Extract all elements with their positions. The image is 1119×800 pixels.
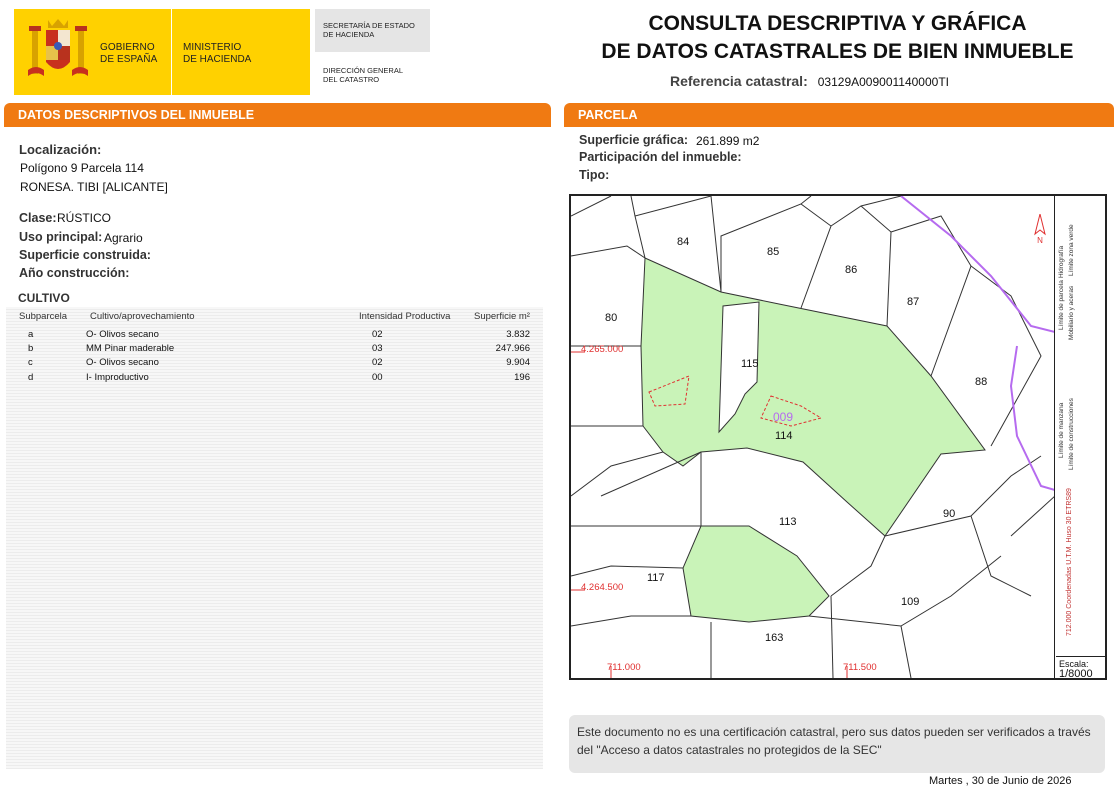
boundary-line	[971, 266, 1041, 446]
localizacion-line2: RONESA. TIBI [ALICANTE]	[20, 180, 168, 194]
secretaria-text: SECRETARÍA DE ESTADO DE HACIENDA	[323, 21, 415, 39]
map-drawing	[571, 196, 1055, 678]
boundary-line	[601, 452, 701, 496]
header-cultivo: Cultivo/aprovechamiento	[90, 311, 195, 322]
parcel-label: 117	[647, 572, 665, 584]
tipo-label: Tipo:	[579, 168, 610, 182]
hydrography-line	[1011, 346, 1055, 490]
localizacion-line1: Polígono 9 Parcela 114	[20, 161, 144, 175]
disclaimer-notice: Este documento no es una certificación catastral, pero sus datos pueden ser verificados a través del "Acceso a datos catastrales no protegidos de la SEC"	[569, 715, 1105, 773]
parcel-label: 85	[767, 246, 780, 258]
cell-cultivo: MM Pinar maderable	[86, 343, 175, 354]
header-subparcela: Subparcela	[19, 311, 68, 322]
ref-label: Referencia catastral:	[670, 73, 808, 89]
ministerio-text: MINISTERIO DE HACIENDA	[183, 42, 252, 65]
cell-subparcela: d	[28, 372, 34, 383]
section-title-descriptivos: DATOS DESCRIPTIVOS DEL INMUEBLE	[4, 103, 551, 127]
scale-value: 1/8000	[1059, 668, 1093, 680]
boundary-line	[831, 536, 885, 596]
cell-subparcela: a	[28, 329, 34, 340]
legend-coordenadas: 712.000 Coordenadas U.T.M. Huso 30 ETRS89	[1066, 488, 1073, 636]
parcel-label: 109	[901, 596, 920, 608]
cell-intensidad: 02	[372, 357, 383, 368]
participacion-label: Participación del inmueble:	[579, 150, 742, 164]
map-scale	[1056, 656, 1106, 680]
boundary-line	[831, 596, 833, 678]
coat-of-arms-icon	[26, 16, 90, 86]
coord-label: 711.500	[843, 662, 877, 673]
north-arrow-icon	[1033, 214, 1047, 244]
cell-superficie: 9.904	[506, 357, 530, 368]
cell-subparcela: c	[28, 357, 33, 368]
parcel-label: 113	[779, 516, 797, 528]
legend-limite-construcciones: Límite de construcciones	[1068, 398, 1075, 470]
parcel-label: 80	[605, 312, 618, 324]
page-title: CONSULTA DESCRIPTIVA Y GRÁFICA DE DATOS CATASTRALES DE BIEN INMUEBLE	[601, 12, 1074, 63]
anio-construccion-label: Año construcción:	[19, 266, 130, 280]
svg-text:N: N	[1037, 236, 1043, 244]
document-date: Martes , 30 de Junio de 2026	[929, 775, 1072, 787]
cell-cultivo: I- Improductivo	[86, 372, 149, 383]
boundary-line	[711, 196, 721, 292]
boundary-line	[901, 626, 911, 678]
logo-divider	[171, 9, 172, 95]
boundary-line	[831, 196, 901, 226]
cell-intensidad: 00	[372, 372, 383, 383]
scale-label: Escala:	[1059, 659, 1089, 669]
superficie-construida-label: Superficie construida:	[19, 248, 151, 262]
hydrography-line	[901, 196, 1055, 332]
gobierno-text: GOBIERNO DE ESPAÑA	[100, 42, 158, 65]
legend-limite-manzana: Límite de manzana	[1058, 402, 1065, 458]
cell-cultivo: O- Olivos secano	[86, 357, 159, 368]
coord-label: 4.264.500	[581, 582, 624, 593]
uso-principal-value: Agrario	[104, 231, 143, 245]
section-title-parcela: PARCELA	[564, 103, 1114, 127]
parcel-label: 163	[765, 632, 784, 644]
clase-label: Clase:	[19, 211, 57, 225]
direccion-general-text: DIRECCIÓN GENERAL DEL CATASTRO	[323, 66, 404, 84]
clase-value: RÚSTICO	[57, 211, 111, 225]
parcel-label: 87	[907, 296, 920, 308]
cell-cultivo: O- Olivos secano	[86, 329, 159, 340]
parcel-114-area	[641, 258, 988, 536]
boundary-line	[1011, 496, 1055, 536]
header-intensidad: Intensidad Productiva	[359, 311, 451, 322]
boundary-line	[571, 196, 611, 216]
cell-superficie: 3.832	[506, 329, 530, 340]
boundary-line	[801, 204, 831, 308]
legend-mobiliario: Mobiliario y aceras	[1068, 285, 1075, 340]
superficie-grafica-label: Superficie gráfica:	[579, 133, 689, 147]
localizacion-label: Localización:	[19, 142, 102, 157]
boundary-line	[571, 246, 645, 258]
header-superficie: Superficie m²	[474, 311, 530, 322]
legend-limite-parcela: Límite de parcela	[1058, 280, 1065, 330]
boundary-line	[721, 196, 811, 292]
boundary-line	[861, 206, 891, 326]
cell-subparcela: b	[28, 343, 34, 354]
parcel-114-south	[683, 526, 829, 622]
cell-superficie: 196	[514, 372, 530, 383]
referencia-catastral	[670, 73, 949, 89]
parcel-label: 90	[943, 508, 956, 520]
uso-principal-label: Uso principal:	[19, 230, 103, 244]
cell-intensidad: 02	[372, 329, 383, 340]
boundary-line	[635, 196, 711, 216]
legend-hidrografia: Hidrografía	[1058, 245, 1065, 278]
cadastral-map[interactable]	[569, 194, 1107, 680]
coord-label: 711.000	[607, 662, 641, 673]
ref-value: 03129A009001140000TI	[817, 75, 949, 89]
boundary-line	[631, 196, 645, 258]
coord-label: 4.265.000	[581, 344, 624, 355]
parcel-label: 88	[975, 376, 988, 388]
boundary-line	[571, 616, 691, 626]
cultivo-title: CULTIVO	[18, 291, 70, 305]
legend-zona-verde: Límite zona verde	[1068, 224, 1075, 276]
parcel-label: 86	[845, 264, 858, 276]
parcel-label: 009	[773, 410, 794, 424]
parcel-label: 114	[775, 430, 793, 442]
parcel-label: 115	[741, 358, 759, 370]
parcel-label: 84	[677, 236, 690, 248]
superficie-grafica-value: 261.899 m2	[696, 134, 760, 148]
cell-superficie: 247.966	[495, 343, 530, 354]
cell-intensidad: 03	[372, 343, 383, 354]
boundary-line	[571, 566, 683, 576]
